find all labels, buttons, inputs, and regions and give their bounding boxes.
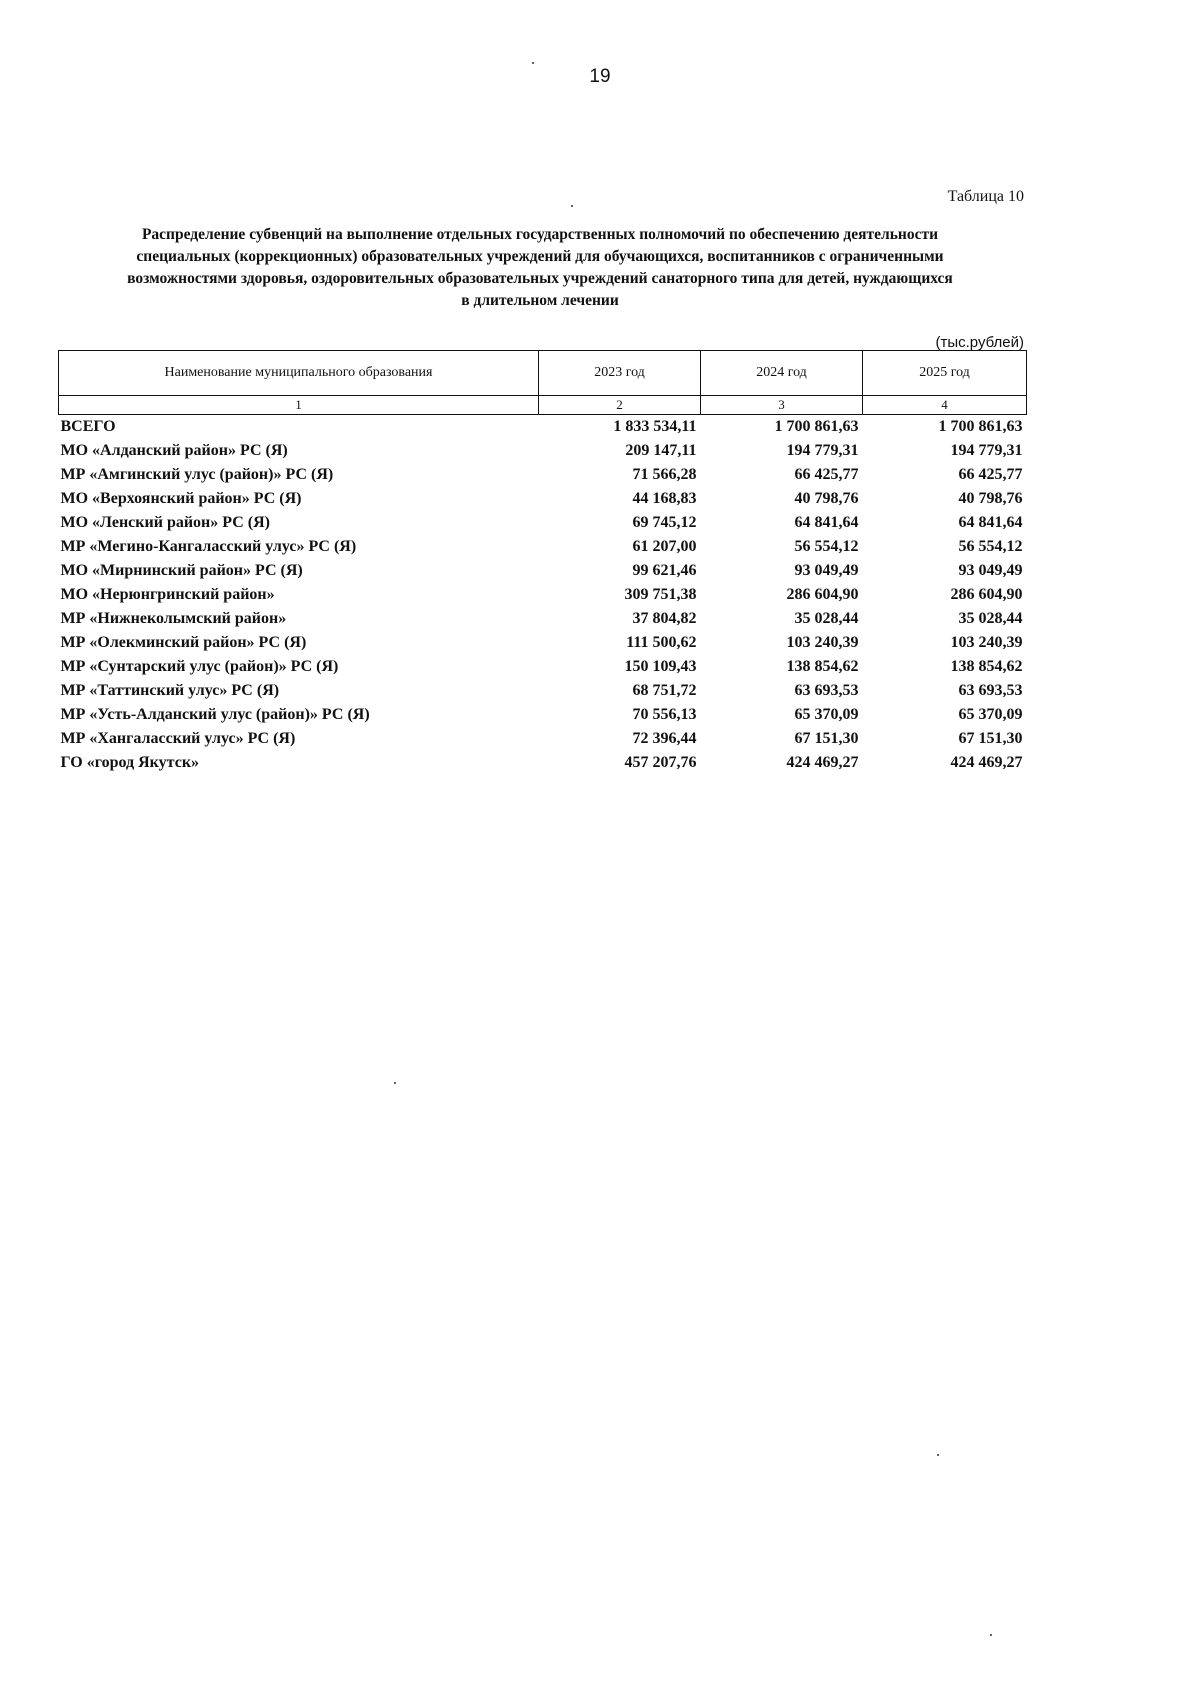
row-name: МО «Нерюнгринский район» <box>60 586 275 603</box>
table-row <box>59 535 1027 559</box>
title-line-1: Распределение субвенций на выполнение отдельных государственных полномочий по обеспечению деятельности <box>141 226 939 243</box>
value-2025: 65 370,09 <box>958 706 1023 723</box>
scan-speck <box>394 1082 396 1084</box>
column-number-1: 1 <box>59 396 539 415</box>
value-2023: 71 566,28 <box>632 466 697 483</box>
value-2025: 93 049,49 <box>958 562 1023 579</box>
document-title <box>60 224 1020 312</box>
row-name: МО «Мирнинский район» РС (Я) <box>60 562 303 579</box>
row-name: МР «Олекминский район» РС (Я) <box>60 634 307 651</box>
value-2024: 56 554,12 <box>794 538 859 555</box>
value-2025: 103 240,39 <box>950 634 1023 651</box>
value-2024: 1 700 861,63 <box>774 418 859 435</box>
scan-speck <box>571 205 573 207</box>
value-2024: 424 469,27 <box>786 754 859 771</box>
scan-speck <box>532 62 534 64</box>
value-2023: 1 833 534,11 <box>613 418 697 435</box>
header-2025: 2025 год <box>863 351 1027 396</box>
value-2024: 93 049,49 <box>794 562 859 579</box>
value-2025: 424 469,27 <box>950 754 1023 771</box>
table-row <box>59 679 1027 703</box>
value-2024: 63 693,53 <box>794 682 859 699</box>
value-2023: 69 745,12 <box>632 514 697 531</box>
row-name: МР «Таттинский улус» РС (Я) <box>60 682 280 699</box>
value-2023: 457 207,76 <box>624 754 697 771</box>
value-2025: 56 554,12 <box>958 538 1023 555</box>
page-number: 19 <box>589 66 611 87</box>
row-name: ВСЕГО <box>60 418 116 435</box>
row-name: МО «Алданский район» РС (Я) <box>60 442 288 459</box>
column-number-3: 3 <box>701 396 863 415</box>
scan-speck <box>937 1454 939 1456</box>
value-2023: 111 500,62 <box>626 634 697 651</box>
column-number-4: 4 <box>863 396 1027 415</box>
value-2023: 99 621,46 <box>632 562 697 579</box>
table-row <box>59 583 1027 607</box>
value-2024: 66 425,77 <box>794 466 859 483</box>
table-row <box>59 511 1027 535</box>
table-header <box>59 351 1027 415</box>
row-name: МО «Верхоянский район» РС (Я) <box>60 490 302 507</box>
table-row <box>59 703 1027 727</box>
value-2023: 44 168,83 <box>632 490 697 507</box>
table-row <box>59 631 1027 655</box>
table-body <box>59 415 1027 776</box>
table-row <box>59 727 1027 751</box>
value-2024: 40 798,76 <box>794 490 859 507</box>
row-name: МР «Хангаласский улус» РС (Я) <box>60 730 296 747</box>
value-2025: 63 693,53 <box>958 682 1023 699</box>
value-2025: 40 798,76 <box>958 490 1023 507</box>
title-line-3: возможностями здоровья, оздоровительных образовательных учреждений санаторного типа для детей, нуждающихся <box>127 270 953 287</box>
row-name: МР «Усть-Алданский улус (район)» РС (Я) <box>60 706 370 723</box>
table-row <box>59 559 1027 583</box>
value-2023: 309 751,38 <box>624 586 697 603</box>
value-2025: 64 841,64 <box>958 514 1023 531</box>
row-name: МР «Сунтарский улус (район)» РС (Я) <box>60 658 339 675</box>
value-2025: 286 604,90 <box>950 586 1023 603</box>
value-2023: 209 147,11 <box>625 442 697 459</box>
table-label: Таблица 10 <box>947 188 1024 205</box>
row-name: МР «Нижнеколымский район» <box>60 610 287 627</box>
table-row <box>59 655 1027 679</box>
unit-label: (тыс.рублей) <box>935 334 1024 351</box>
value-2024: 286 604,90 <box>786 586 859 603</box>
value-2023: 70 556,13 <box>632 706 697 723</box>
value-2024: 64 841,64 <box>794 514 859 531</box>
value-2025: 1 700 861,63 <box>938 418 1023 435</box>
title-line-2: специальных (коррекционных) образовательных учреждений для обучающихся, воспитанников с ограниченными <box>136 248 944 265</box>
value-2025: 67 151,30 <box>958 730 1023 747</box>
value-2024: 103 240,39 <box>786 634 859 651</box>
value-2024: 138 854,62 <box>786 658 859 675</box>
value-2024: 67 151,30 <box>794 730 859 747</box>
table-row <box>59 463 1027 487</box>
value-2023: 68 751,72 <box>632 682 697 699</box>
table-row <box>59 487 1027 511</box>
table-row <box>59 415 1027 440</box>
row-name: МО «Ленский район» РС (Я) <box>60 514 271 531</box>
table-row <box>59 751 1027 775</box>
value-2023: 72 396,44 <box>632 730 697 747</box>
row-name: МР «Мегино-Кангаласский улус» РС (Я) <box>60 538 357 555</box>
value-2025: 66 425,77 <box>958 466 1023 483</box>
column-number-2: 2 <box>539 396 701 415</box>
scan-speck <box>990 1634 992 1636</box>
value-2023: 61 207,00 <box>632 538 697 555</box>
header-2023: 2023 год <box>539 351 701 396</box>
value-2025: 194 779,31 <box>950 442 1023 459</box>
table-row <box>59 607 1027 631</box>
value-2023: 37 804,82 <box>632 610 697 627</box>
subvention-table <box>58 350 1027 775</box>
row-name: МР «Амгинский улус (район)» РС (Я) <box>60 466 334 483</box>
value-2024: 35 028,44 <box>794 610 859 627</box>
value-2024: 194 779,31 <box>786 442 859 459</box>
value-2025: 138 854,62 <box>950 658 1023 675</box>
table-row <box>59 439 1027 463</box>
header-name: Наименование муниципального образования <box>59 351 539 396</box>
value-2025: 35 028,44 <box>958 610 1023 627</box>
value-2023: 150 109,43 <box>624 658 697 675</box>
title-line-4: в длительном лечении <box>461 292 619 309</box>
row-name: ГО «город Якутск» <box>60 754 200 771</box>
header-2024: 2024 год <box>701 351 863 396</box>
value-2024: 65 370,09 <box>794 706 859 723</box>
